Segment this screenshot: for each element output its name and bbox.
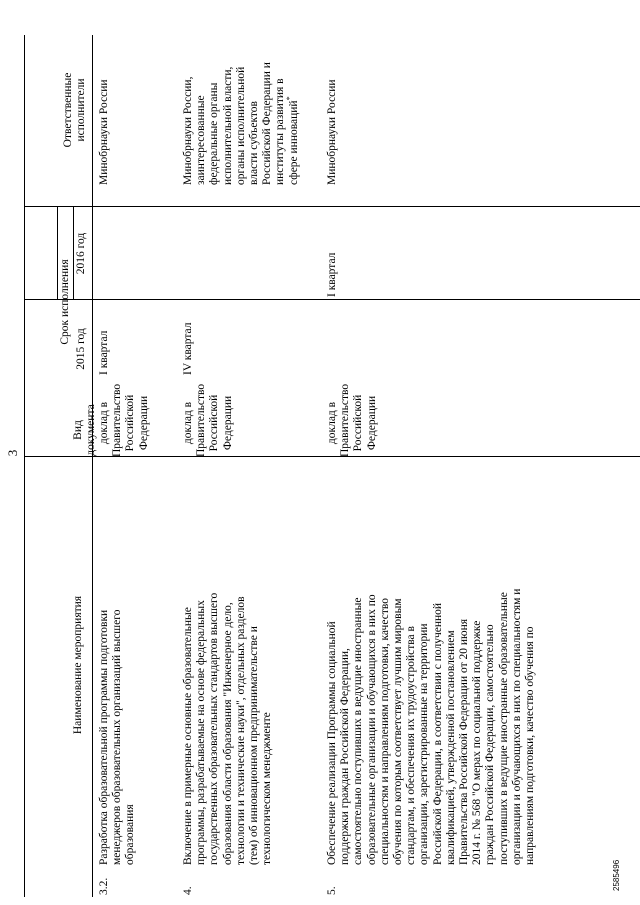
row-name: Разработка образовательной программы подготовки менеджеров образовательных организаций высшего образования: [98, 609, 137, 865]
footnote-marker: *: [284, 96, 294, 101]
page-number: 3: [5, 449, 20, 457]
header-responsible: Ответственные исполнители: [62, 72, 88, 148]
document-code: 2585496: [612, 859, 621, 891]
row-deadline-2015: IV квартал: [182, 322, 194, 375]
header-year-2015: 2015 год: [75, 328, 87, 370]
header-doc-type: Вид документа: [72, 404, 98, 456]
row-doc-type: доклад в Правительство Российской Федерации: [98, 383, 150, 457]
header-deadline: Срок исполнения: [59, 259, 71, 345]
header-year-2016: 2016 год: [75, 232, 87, 275]
row-responsible: Минобрнауки России, заинтересованные федеральные органы исполнительной власти, органы исполнительной власти субъектов Российской Федерации и институты развития в сфере инноваций*: [182, 62, 300, 185]
row-name: Обеспечение реализации Программы социальной поддержки граждан Российской Федерации, самостоятельно поступивших в ведущие иностранные образовательные организации и обучающихся в них по специальностям и направлениям подготовки, качество обучения по которым соответствует лучшим мировым стандартам, и обеспечения их трудоустройства в организации, зарегистрированные на территории Российской Федерации, в соответствии с полученной квалификацией, утвержденной постановлением Правительства Российской Федерации от 20 июня 2014 г. № 568 "О мерах по социальной поддержке граждан Российской Федерации, самостоятельно поступивших в ведущие иностранные образовательные организации и обучающихся в них по специальностям и направлениям подготовки, качество обучения по: [326, 588, 537, 865]
row-deadline-2015: I квартал: [98, 330, 110, 375]
row-number: 5.: [326, 886, 338, 895]
header-name: Наименование мероприятия: [72, 595, 84, 735]
row-doc-type: доклад в Правительство Российской Федерации: [182, 383, 234, 457]
row-responsible: Минобрнауки России: [326, 79, 338, 185]
row-number: 4.: [182, 886, 194, 895]
row-number: 3.2.: [98, 877, 110, 895]
row-name: Включение в примерные основные образовательные программы, разрабатываемые на основе федеральных государственных образовательных стандартов высшего образования области образования "Инженерное дело, технологии и технические науки", отдельных разделов (тем) об инновационном предпринимательстве и технологическом менеджменте: [182, 592, 274, 865]
row-deadline-2016: I квартал: [326, 252, 338, 297]
row-responsible: Минобрнауки России: [98, 79, 110, 185]
row-doc-type: доклад в Правительство Российской Федерации: [326, 383, 378, 457]
